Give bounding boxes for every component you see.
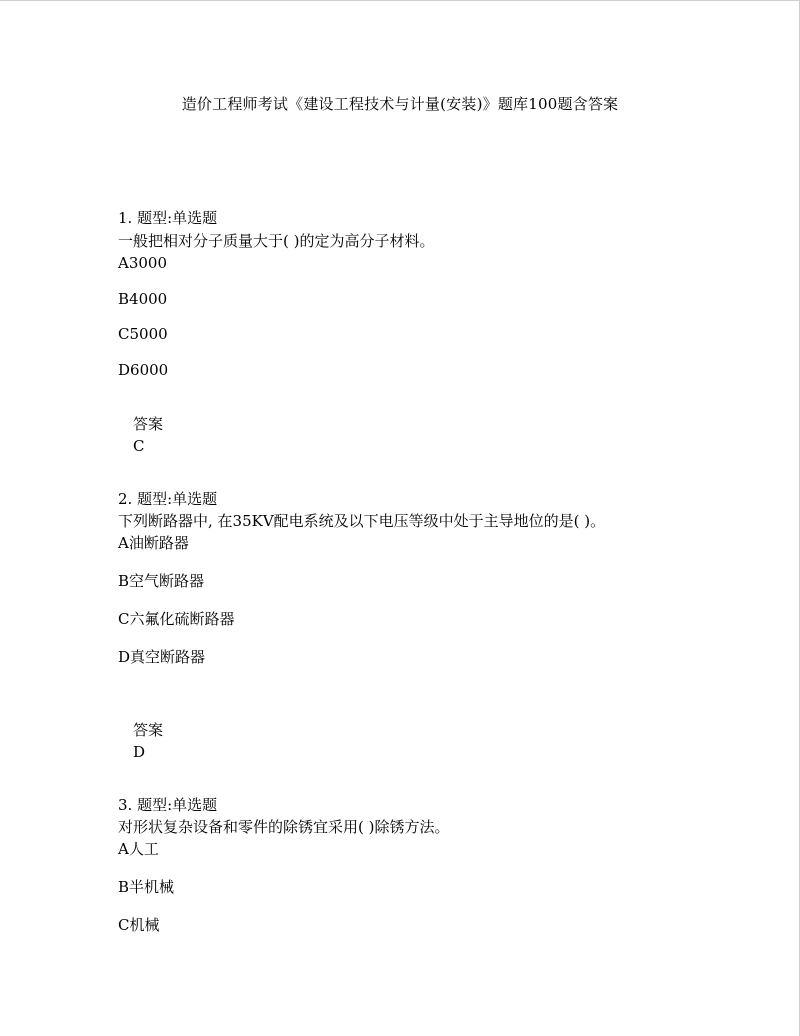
option-a: A3000: [118, 254, 168, 272]
answer-value: D: [133, 743, 146, 761]
question-header: 1. 题型:单选题: [118, 209, 218, 227]
option-c: C机械: [118, 916, 160, 934]
option-d: D6000: [118, 361, 169, 379]
question-header: 3. 题型:单选题: [118, 796, 218, 814]
option-c: C5000: [118, 325, 168, 343]
option-c: C六氟化硫断路器: [118, 610, 235, 628]
question-header: 2. 题型:单选题: [118, 490, 218, 508]
option-d: D真空断路器: [118, 648, 206, 666]
option-b: B4000: [118, 290, 168, 308]
answer-label: 答案: [133, 415, 164, 433]
option-a: A油断路器: [118, 534, 189, 552]
question-stem: 一般把相对分子质量大于( )的定为高分子材料。: [118, 232, 435, 250]
option-b: B半机械: [118, 878, 175, 896]
document-title: 造价工程师考试《建设工程技术与计量(安装)》题库100题含答案: [181, 95, 619, 113]
answer-label: 答案: [133, 721, 164, 739]
option-b: B空气断路器: [118, 572, 205, 590]
question-stem: 对形状复杂设备和零件的除锈宜采用( )除锈方法。: [118, 818, 450, 836]
option-a: A人工: [118, 840, 159, 858]
question-stem: 下列断路器中, 在35KV配电系统及以下电压等级中处于主导地位的是( )。: [118, 512, 606, 530]
answer-value: C: [133, 437, 145, 455]
